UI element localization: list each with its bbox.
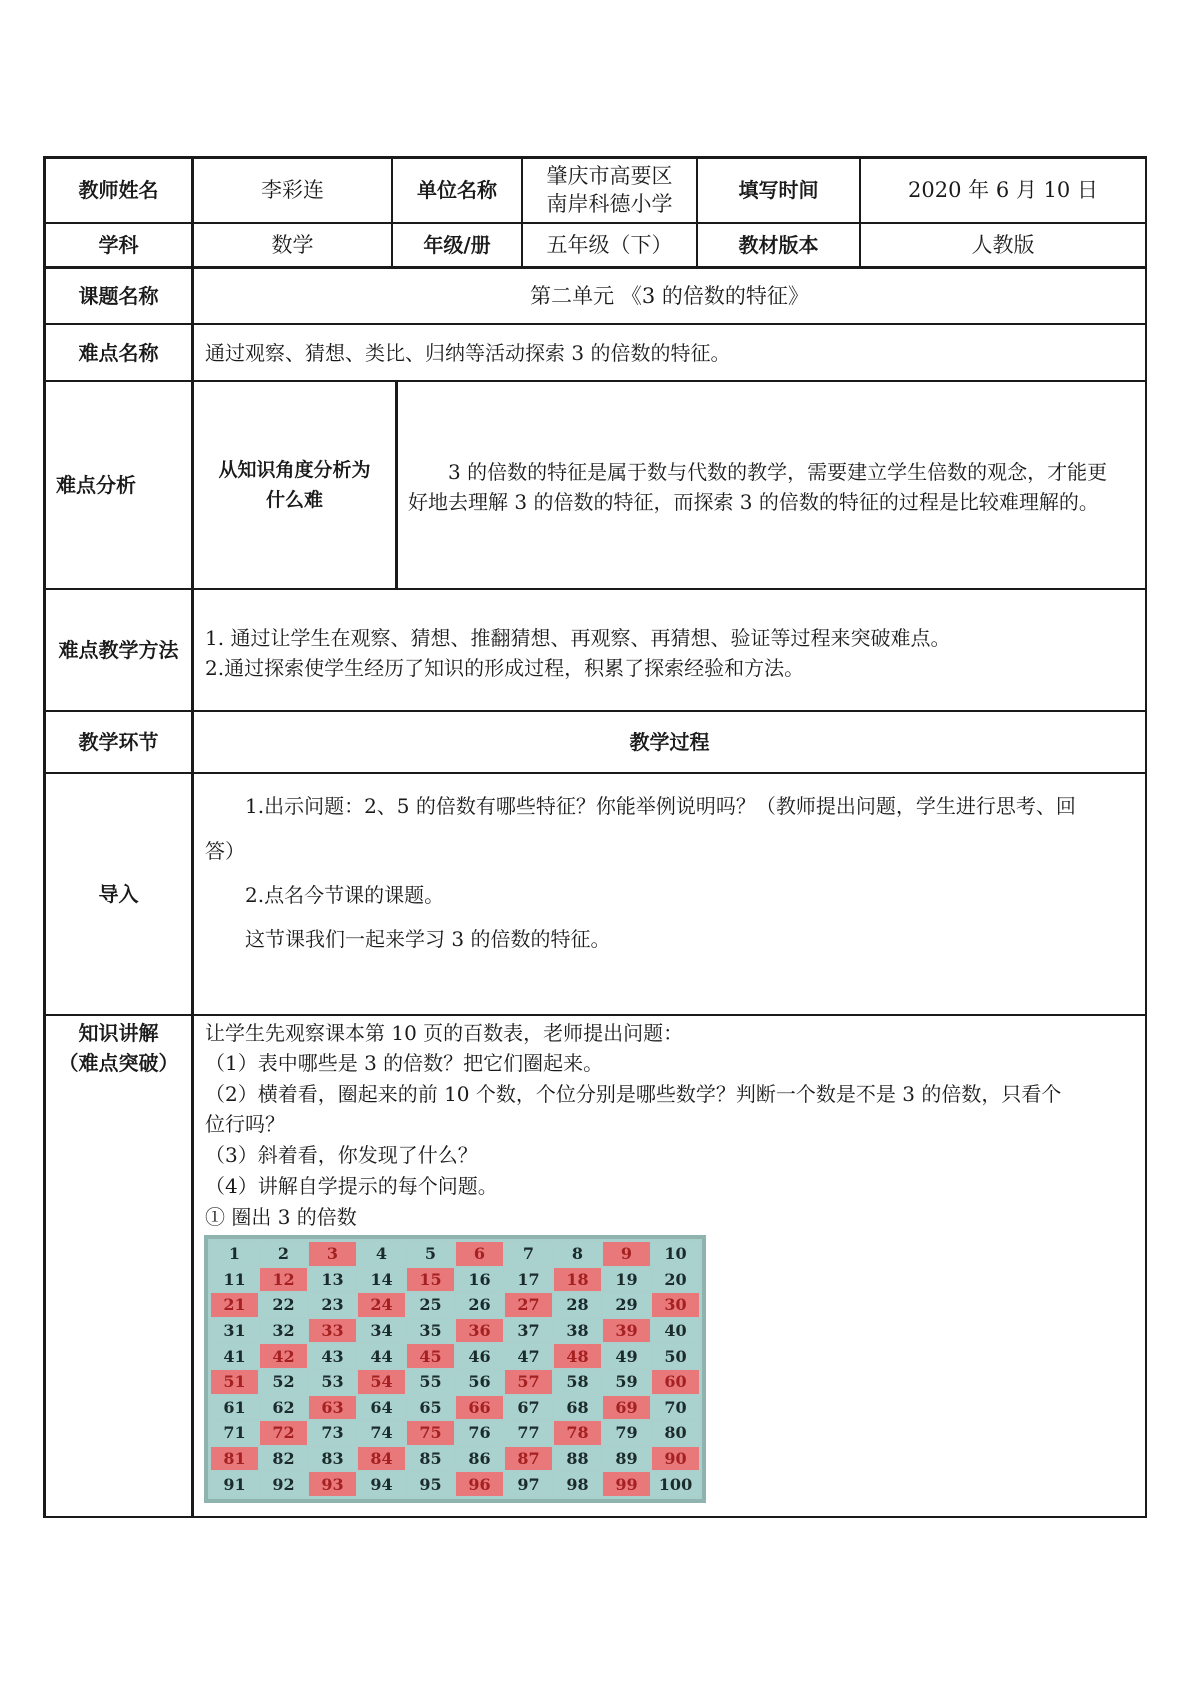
knowledge-label-line2: （难点突破） [58,1051,179,1075]
intro-line2: 答） [205,839,245,863]
unit-name-value [523,158,696,222]
grade-value: 五年级（下） [546,233,673,257]
chart-cell-multiple-of-3: 27 [505,1293,552,1317]
chart-cell: 13 [309,1268,356,1292]
chart-cell-multiple-of-3: 75 [407,1421,454,1445]
chart-cell-multiple-of-3: 9 [603,1242,650,1266]
chart-cell: 73 [309,1421,356,1445]
chart-cell-multiple-of-3: 57 [505,1370,552,1394]
teacher-name-label: 教师姓名 [78,178,159,202]
analysis-sub-label-line1: 从知识角度分析为 [218,459,371,481]
chart-cell: 52 [260,1370,307,1394]
chart-cell: 32 [260,1319,307,1343]
chart-cell-multiple-of-3: 99 [603,1472,650,1496]
chart-cell-multiple-of-3: 66 [456,1396,503,1420]
chart-cell-multiple-of-3: 90 [652,1447,699,1471]
method-text-line1: 1. 通过让学生在观察、猜想、推翻猜想、再观察、再猜想、验证等过程来突破难点。 [205,626,951,650]
chart-cell: 26 [456,1293,503,1317]
chart-cell-multiple-of-3: 81 [211,1447,258,1471]
unit-name-line1: 肇庆市高要区 [546,164,673,188]
fill-time-label: 填写时间 [738,178,819,202]
chart-cell-multiple-of-3: 72 [260,1421,307,1445]
knowledge-label-line1: 知识讲解 [78,1021,159,1045]
fill-time-value: 2020 年 6 月 10 日 [908,178,1098,202]
chart-cell: 41 [211,1344,258,1368]
knowledge-line7: ① 圈出 3 的倍数 [205,1205,357,1229]
analysis-sub-label-line2: 什么难 [265,489,323,511]
chart-cell: 92 [260,1472,307,1496]
chart-cell: 56 [456,1370,503,1394]
chart-cell-multiple-of-3: 93 [309,1472,356,1496]
chart-cell-multiple-of-3: 12 [260,1268,307,1292]
difficulty-label: 难点名称 [78,340,159,365]
chart-cell: 8 [554,1242,601,1266]
chart-cell-multiple-of-3: 42 [260,1344,307,1368]
chart-cell: 47 [505,1344,552,1368]
chart-cell: 77 [505,1421,552,1445]
chart-cell: 16 [456,1268,503,1292]
chart-cell-multiple-of-3: 30 [652,1293,699,1317]
hundred-chart [204,1235,706,1503]
chart-cell: 31 [211,1319,258,1343]
col-divider [191,156,194,1518]
chart-cell: 11 [211,1268,258,1292]
chart-cell: 34 [358,1319,405,1343]
chart-cell: 85 [407,1447,454,1471]
grade-label: 年级/册 [423,233,491,257]
chart-cell-multiple-of-3: 51 [211,1370,258,1394]
chart-cell: 20 [652,1268,699,1292]
chart-cell: 19 [603,1268,650,1292]
chart-cell: 82 [260,1447,307,1471]
intro-line4: 这节课我们一起来学习 3 的倍数的特征。 [245,927,611,951]
intro-line1: 1.出示问题：2、5 的倍数有哪些特征？你能举例说明吗？（教师提出问题，学生进行思考、回 [245,794,1076,818]
chart-cell: 59 [603,1370,650,1394]
chart-cell-multiple-of-3: 36 [456,1319,503,1343]
chart-cell: 62 [260,1396,307,1420]
chart-cell: 50 [652,1344,699,1368]
chart-cell-multiple-of-3: 24 [358,1293,405,1317]
row-divider [43,323,1147,325]
chart-cell-multiple-of-3: 48 [554,1344,601,1368]
intro-label: 导入 [98,882,139,906]
topic-value: 第二单元 《3 的倍数的特征》 [530,284,809,308]
chart-cell-multiple-of-3: 87 [505,1447,552,1471]
chart-cell: 38 [554,1319,601,1343]
chart-cell-multiple-of-3: 84 [358,1447,405,1471]
chart-cell: 5 [407,1242,454,1266]
col-divider [395,380,398,588]
chart-cell: 100 [652,1472,699,1496]
chart-cell-multiple-of-3: 69 [603,1396,650,1420]
knowledge-line6: （4）讲解自学提示的每个问题。 [205,1174,498,1198]
subject-value: 数学 [271,233,314,257]
chart-cell: 68 [554,1396,601,1420]
edition-value: 人教版 [971,233,1035,257]
chart-cell: 89 [603,1447,650,1471]
chart-cell: 49 [603,1344,650,1368]
chart-cell: 37 [505,1319,552,1343]
method-label: 难点教学方法 [58,638,179,662]
chart-cell: 74 [358,1421,405,1445]
chart-cell: 80 [652,1421,699,1445]
teacher-name-value: 李彩连 [261,178,324,202]
knowledge-line4: 位行吗？ [205,1112,285,1136]
chart-cell: 44 [358,1344,405,1368]
knowledge-line3: （2）横着看，圈起来的前 10 个数，个位分别是哪些数学？判断一个数是不是 3 的倍数，只看个 [205,1082,1062,1106]
chart-cell-multiple-of-3: 3 [309,1242,356,1266]
process-header: 教学过程 [629,730,710,754]
knowledge-line2: （1）表中哪些是 3 的倍数？把它们圈起来。 [205,1051,604,1075]
chart-cell: 65 [407,1396,454,1420]
chart-cell: 23 [309,1293,356,1317]
chart-cell-multiple-of-3: 78 [554,1421,601,1445]
analysis-text-line2: 好地去理解 3 的倍数的特征，而探索 3 的倍数的特征的过程是比较难理解的。 [408,490,1099,514]
chart-cell-multiple-of-3: 45 [407,1344,454,1368]
chart-cell-multiple-of-3: 63 [309,1396,356,1420]
stage-header: 教学环节 [78,730,159,754]
chart-cell: 1 [211,1242,258,1266]
chart-cell: 71 [211,1421,258,1445]
chart-cell: 94 [358,1472,405,1496]
chart-cell-multiple-of-3: 60 [652,1370,699,1394]
chart-cell-multiple-of-3: 39 [603,1319,650,1343]
chart-cell: 61 [211,1396,258,1420]
row-divider [43,772,1147,774]
chart-cell: 29 [603,1293,650,1317]
chart-cell: 98 [554,1472,601,1496]
unit-name-label: 单位名称 [417,178,497,202]
chart-cell: 55 [407,1370,454,1394]
chart-cell: 17 [505,1268,552,1292]
analysis-sub-label [194,382,395,588]
chart-cell-multiple-of-3: 33 [309,1319,356,1343]
chart-cell: 22 [260,1293,307,1317]
chart-cell-multiple-of-3: 96 [456,1472,503,1496]
analysis-text-line1: 3 的倍数的特征是属于数与代数的教学，需要建立学生倍数的观念，才能更 [448,460,1108,484]
chart-cell: 2 [260,1242,307,1266]
chart-cell: 58 [554,1370,601,1394]
knowledge-label [46,1018,191,1078]
chart-cell: 95 [407,1472,454,1496]
chart-cell-multiple-of-3: 6 [456,1242,503,1266]
chart-cell: 70 [652,1396,699,1420]
chart-cell: 40 [652,1319,699,1343]
row-divider [43,588,1147,590]
chart-cell: 53 [309,1370,356,1394]
chart-cell: 83 [309,1447,356,1471]
topic-label: 课题名称 [78,284,159,308]
chart-cell: 14 [358,1268,405,1292]
chart-cell: 35 [407,1319,454,1343]
chart-cell: 88 [554,1447,601,1471]
chart-cell: 64 [358,1396,405,1420]
chart-cell: 67 [505,1396,552,1420]
table-right-border [1145,156,1147,1518]
chart-cell: 7 [505,1242,552,1266]
chart-cell-multiple-of-3: 21 [211,1293,258,1317]
unit-name-line2: 南岸科德小学 [546,192,673,216]
row-divider [43,1014,1147,1016]
chart-cell: 79 [603,1421,650,1445]
chart-cell: 97 [505,1472,552,1496]
chart-cell: 86 [456,1447,503,1471]
chart-cell-multiple-of-3: 54 [358,1370,405,1394]
chart-cell: 4 [358,1242,405,1266]
knowledge-line5: （3）斜着看，你发现了什么？ [205,1143,478,1167]
intro-line3: 2.点名今节课的课题。 [245,883,445,907]
table-bottom-border [43,1516,1147,1518]
method-text-line2: 2.通过探索使学生经历了知识的形成过程，积累了探索经验和方法。 [205,656,805,680]
chart-cell: 91 [211,1472,258,1496]
analysis-label: 难点分析 [56,473,136,497]
chart-cell: 10 [652,1242,699,1266]
edition-label: 教材版本 [738,233,819,257]
chart-cell-multiple-of-3: 18 [554,1268,601,1292]
chart-cell-multiple-of-3: 15 [407,1268,454,1292]
subject-label: 学科 [98,233,139,257]
knowledge-line1: 让学生先观察课本第 10 页的百数表，老师提出问题： [205,1021,684,1045]
chart-cell: 76 [456,1421,503,1445]
difficulty-value: 通过观察、猜想、类比、归纳等活动探索 3 的倍数的特征。 [205,341,731,365]
chart-cell: 46 [456,1344,503,1368]
chart-cell: 28 [554,1293,601,1317]
chart-cell: 25 [407,1293,454,1317]
chart-cell: 43 [309,1344,356,1368]
